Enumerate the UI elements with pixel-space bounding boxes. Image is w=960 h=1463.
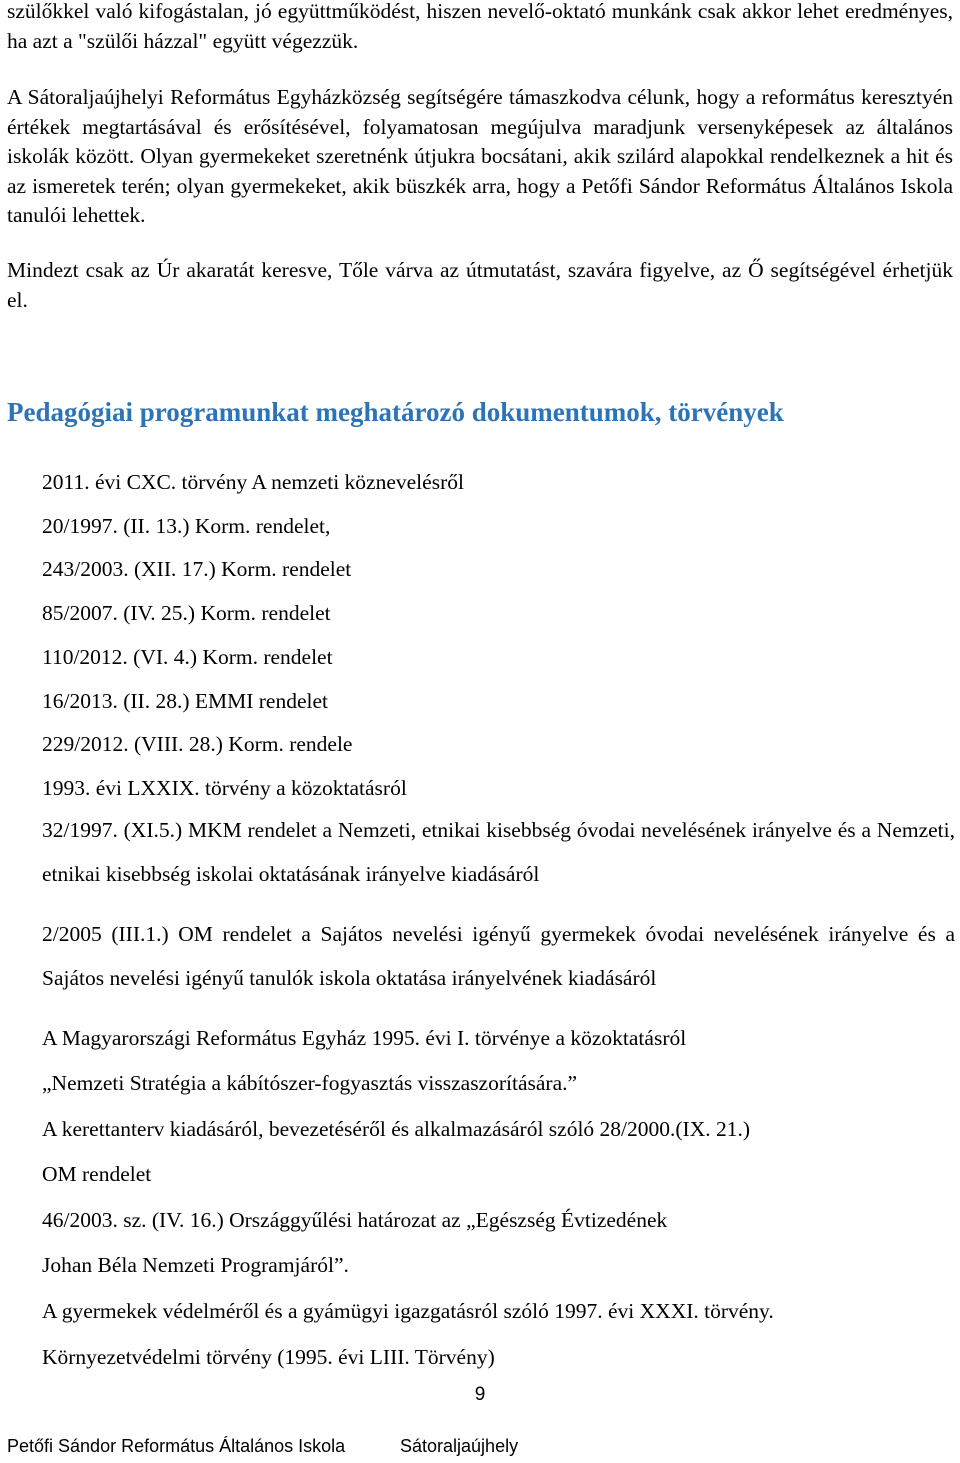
page-number: 9 [474,1384,486,1405]
law-item: 32/1997. (XI.5.) MKM rendelet a Nemzeti, etnikai kisebbség óvodai nevelésének irányelve és a Nemzeti, etnikai kisebbség iskolai oktatásának irányelve kiadásáról [42,818,955,886]
footer-city: Sátoraljaújhely [400,1436,519,1456]
law-item: 16/2013. (II. 28.) EMMI rendelet [42,689,328,713]
law-item: 110/2012. (VI. 4.) Korm. rendelet [42,645,333,669]
law-item: 229/2012. (VIII. 28.) Korm. rendele [42,732,353,756]
closing-paragraph: Mindezt csak az Úr akaratát keresve, Tőle várva az útmutatást, szavára figyelve, az Ő segítségével érhetjük el. [7,258,953,312]
law-item: A Magyarországi Református Egyház 1995. évi I. törvénye a közoktatásról [42,1026,687,1050]
law-item: „Nemzeti Stratégia a kábítószer-fogyasztás visszaszorítására.” [42,1071,578,1095]
mission-paragraph: A Sátoraljaújhelyi Református Egyházközség segítségére támaszkodva célunk, hogy a református keresztyén értékek megtartásával és erősítésével, folyamatosan megújulva maradjunk versenyképesek az általános iskolák között. Olyan gyermekeket szeretnénk útjukra bocsátani, akik szilárd alapokkal rendelkeznek a hit és az ismeretek terén; olyan gyermekeket, akik büszkék arra, hogy a Petőfi Sándor Református Általános Iskola tanulói lehettek. [7,85,953,227]
intro-paragraph-continuation: szülőkkel való kifogástalan, jó együttműködést, hiszen nevelő-oktató munkánk csak akkor lehet eredményes, ha azt a "szülői házzal" együtt végezzük. [7,0,953,53]
law-item: A kerettanterv kiadásáról, bevezetéséről és alkalmazásáról szóló 28/2000.(IX. 21.) [42,1117,751,1141]
law-item: 46/2003. sz. (IV. 16.) Országgyűlési határozat az „Egészség Évtizedének [42,1208,668,1232]
law-item: 2011. évi CXC. törvény A nemzeti köznevelésről [42,470,464,494]
law-item: Johan Béla Nemzeti Programjáról”. [42,1253,349,1277]
law-item: 2/2005 (III.1.) OM rendelet a Sajátos nevelési igényű gyermekek óvodai nevelésének irányelve és a Sajátos nevelési igényű tanulók iskola oktatása irányelvének kiadásáról [42,922,955,990]
law-item: Környezetvédelmi törvény (1995. évi LIII. Törvény) [42,1345,495,1369]
section-heading: Pedagógiai programunkat meghatározó dokumentumok, törvények [7,397,784,427]
law-item: 1993. évi LXXIX. törvény a közoktatásról [42,776,407,800]
law-item: A gyermekek védelméről és a gyámügyi igazgatásról szóló 1997. évi XXXI. törvény. [42,1299,774,1323]
law-item: OM rendelet [42,1162,152,1186]
law-item: 243/2003. (XII. 17.) Korm. rendelet [42,557,352,581]
law-item: 85/2007. (IV. 25.) Korm. rendelet [42,601,331,625]
footer-school-name: Petőfi Sándor Református Általános Iskola [7,1436,346,1456]
law-item: 20/1997. (II. 13.) Korm. rendelet, [42,514,331,538]
